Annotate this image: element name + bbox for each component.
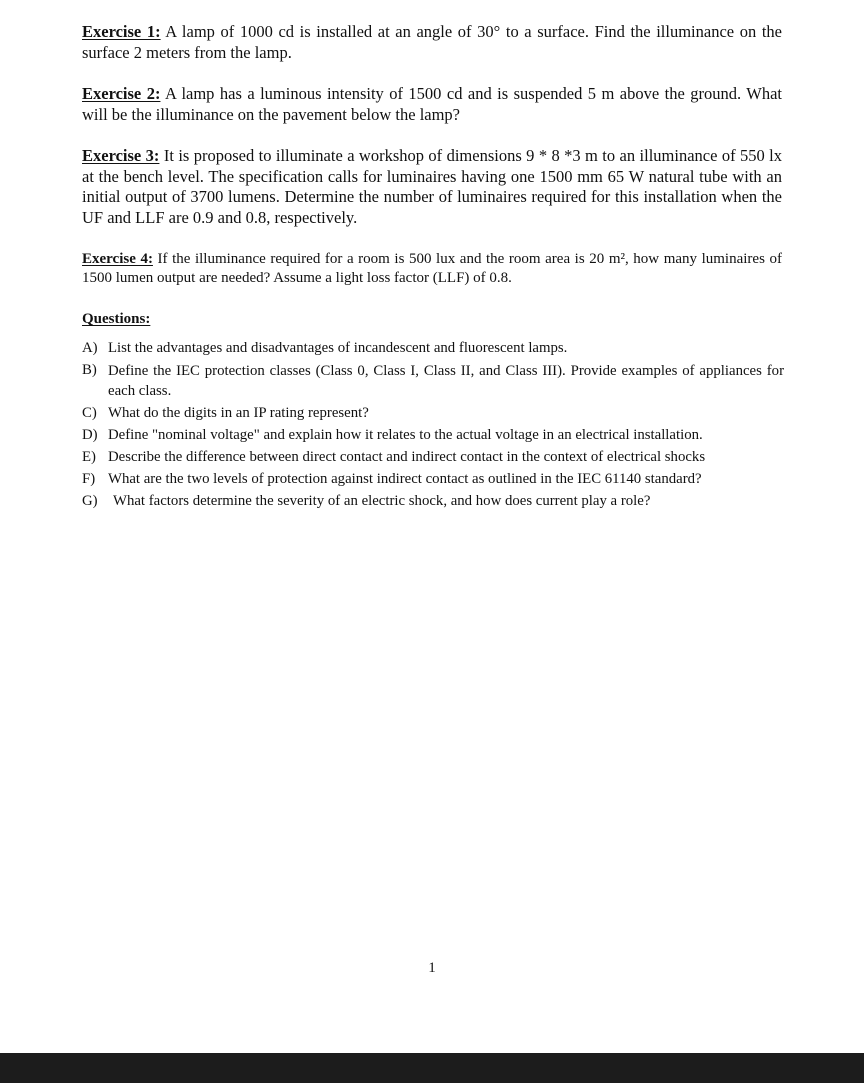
question-g — [82, 492, 784, 511]
page-number: 1 — [428, 960, 436, 976]
question-text: Define the IEC protection classes (Class 0, Class I, Class II, and Class III). Provide examples of appliances for each class. — [108, 363, 784, 399]
exercise-1 — [82, 22, 782, 63]
question-text: What are the two levels of protection against indirect contact as outlined in the IEC 61140 standard? — [108, 471, 702, 487]
exercise-4-label: Exercise 4: — [82, 251, 153, 267]
question-a — [82, 339, 784, 358]
exercise-2 — [82, 84, 782, 125]
question-text: What factors determine the severity of an electric shock, and how does current play a role? — [113, 493, 651, 509]
exercise-4-text: If the illuminance required for a room is 500 lux and the room area is 20 m², how many luminaires of 1500 lumen output are needed? Assume a light loss factor (LLF) of 0.8. — [82, 251, 782, 286]
exercise-3-text: It is proposed to illuminate a workshop of dimensions 9 * 8 *3 m to an illuminance of 550 lx at the bench level. The specification calls for luminaires having one 1500 mm 65 W natural tube with an initial output of 3700 lumens. Determine the number of luminaires required for this installation when the UF and LLF are 0.9 and 0.8, respectively. — [82, 146, 782, 227]
question-d — [82, 426, 784, 445]
questions-list — [82, 339, 784, 514]
question-letter: F) — [82, 471, 96, 487]
exercise-1-text: A lamp of 1000 cd is installed at an angle of 30° to a surface. Find the illuminance on the surface 2 meters from the lamp. — [82, 22, 782, 62]
question-b — [82, 361, 784, 401]
question-letter: A) — [82, 340, 98, 356]
question-text: What do the digits in an IP rating represent? — [108, 405, 369, 421]
bottom-bar — [0, 1053, 864, 1083]
question-c — [82, 404, 784, 423]
question-text: Describe the difference between direct contact and indirect contact in the context of electrical shocks — [108, 449, 706, 465]
exercise-3 — [82, 146, 782, 228]
exercise-3-label: Exercise 3: — [82, 146, 160, 165]
question-letter: E) — [82, 449, 96, 465]
exercise-2-text: A lamp has a luminous intensity of 1500 cd and is suspended 5 m above the ground. What will be the illuminance on the pavement below the lamp? — [82, 84, 782, 124]
question-e — [82, 448, 784, 467]
question-letter: D) — [82, 427, 98, 443]
question-letter: G) — [82, 493, 98, 509]
exercise-2-label: Exercise 2: — [82, 84, 161, 103]
question-letter: B) — [82, 362, 97, 378]
question-text: List the advantages and disadvantages of incandescent and fluorescent lamps. — [108, 340, 568, 356]
exercise-1-label: Exercise 1: — [82, 22, 161, 41]
question-letter: C) — [82, 405, 97, 421]
question-f — [82, 470, 784, 489]
exercise-4 — [82, 250, 782, 288]
questions-heading: Questions: — [82, 311, 151, 327]
question-text: Define "nominal voltage" and explain how it relates to the actual voltage in an electrical installation. — [108, 427, 703, 443]
